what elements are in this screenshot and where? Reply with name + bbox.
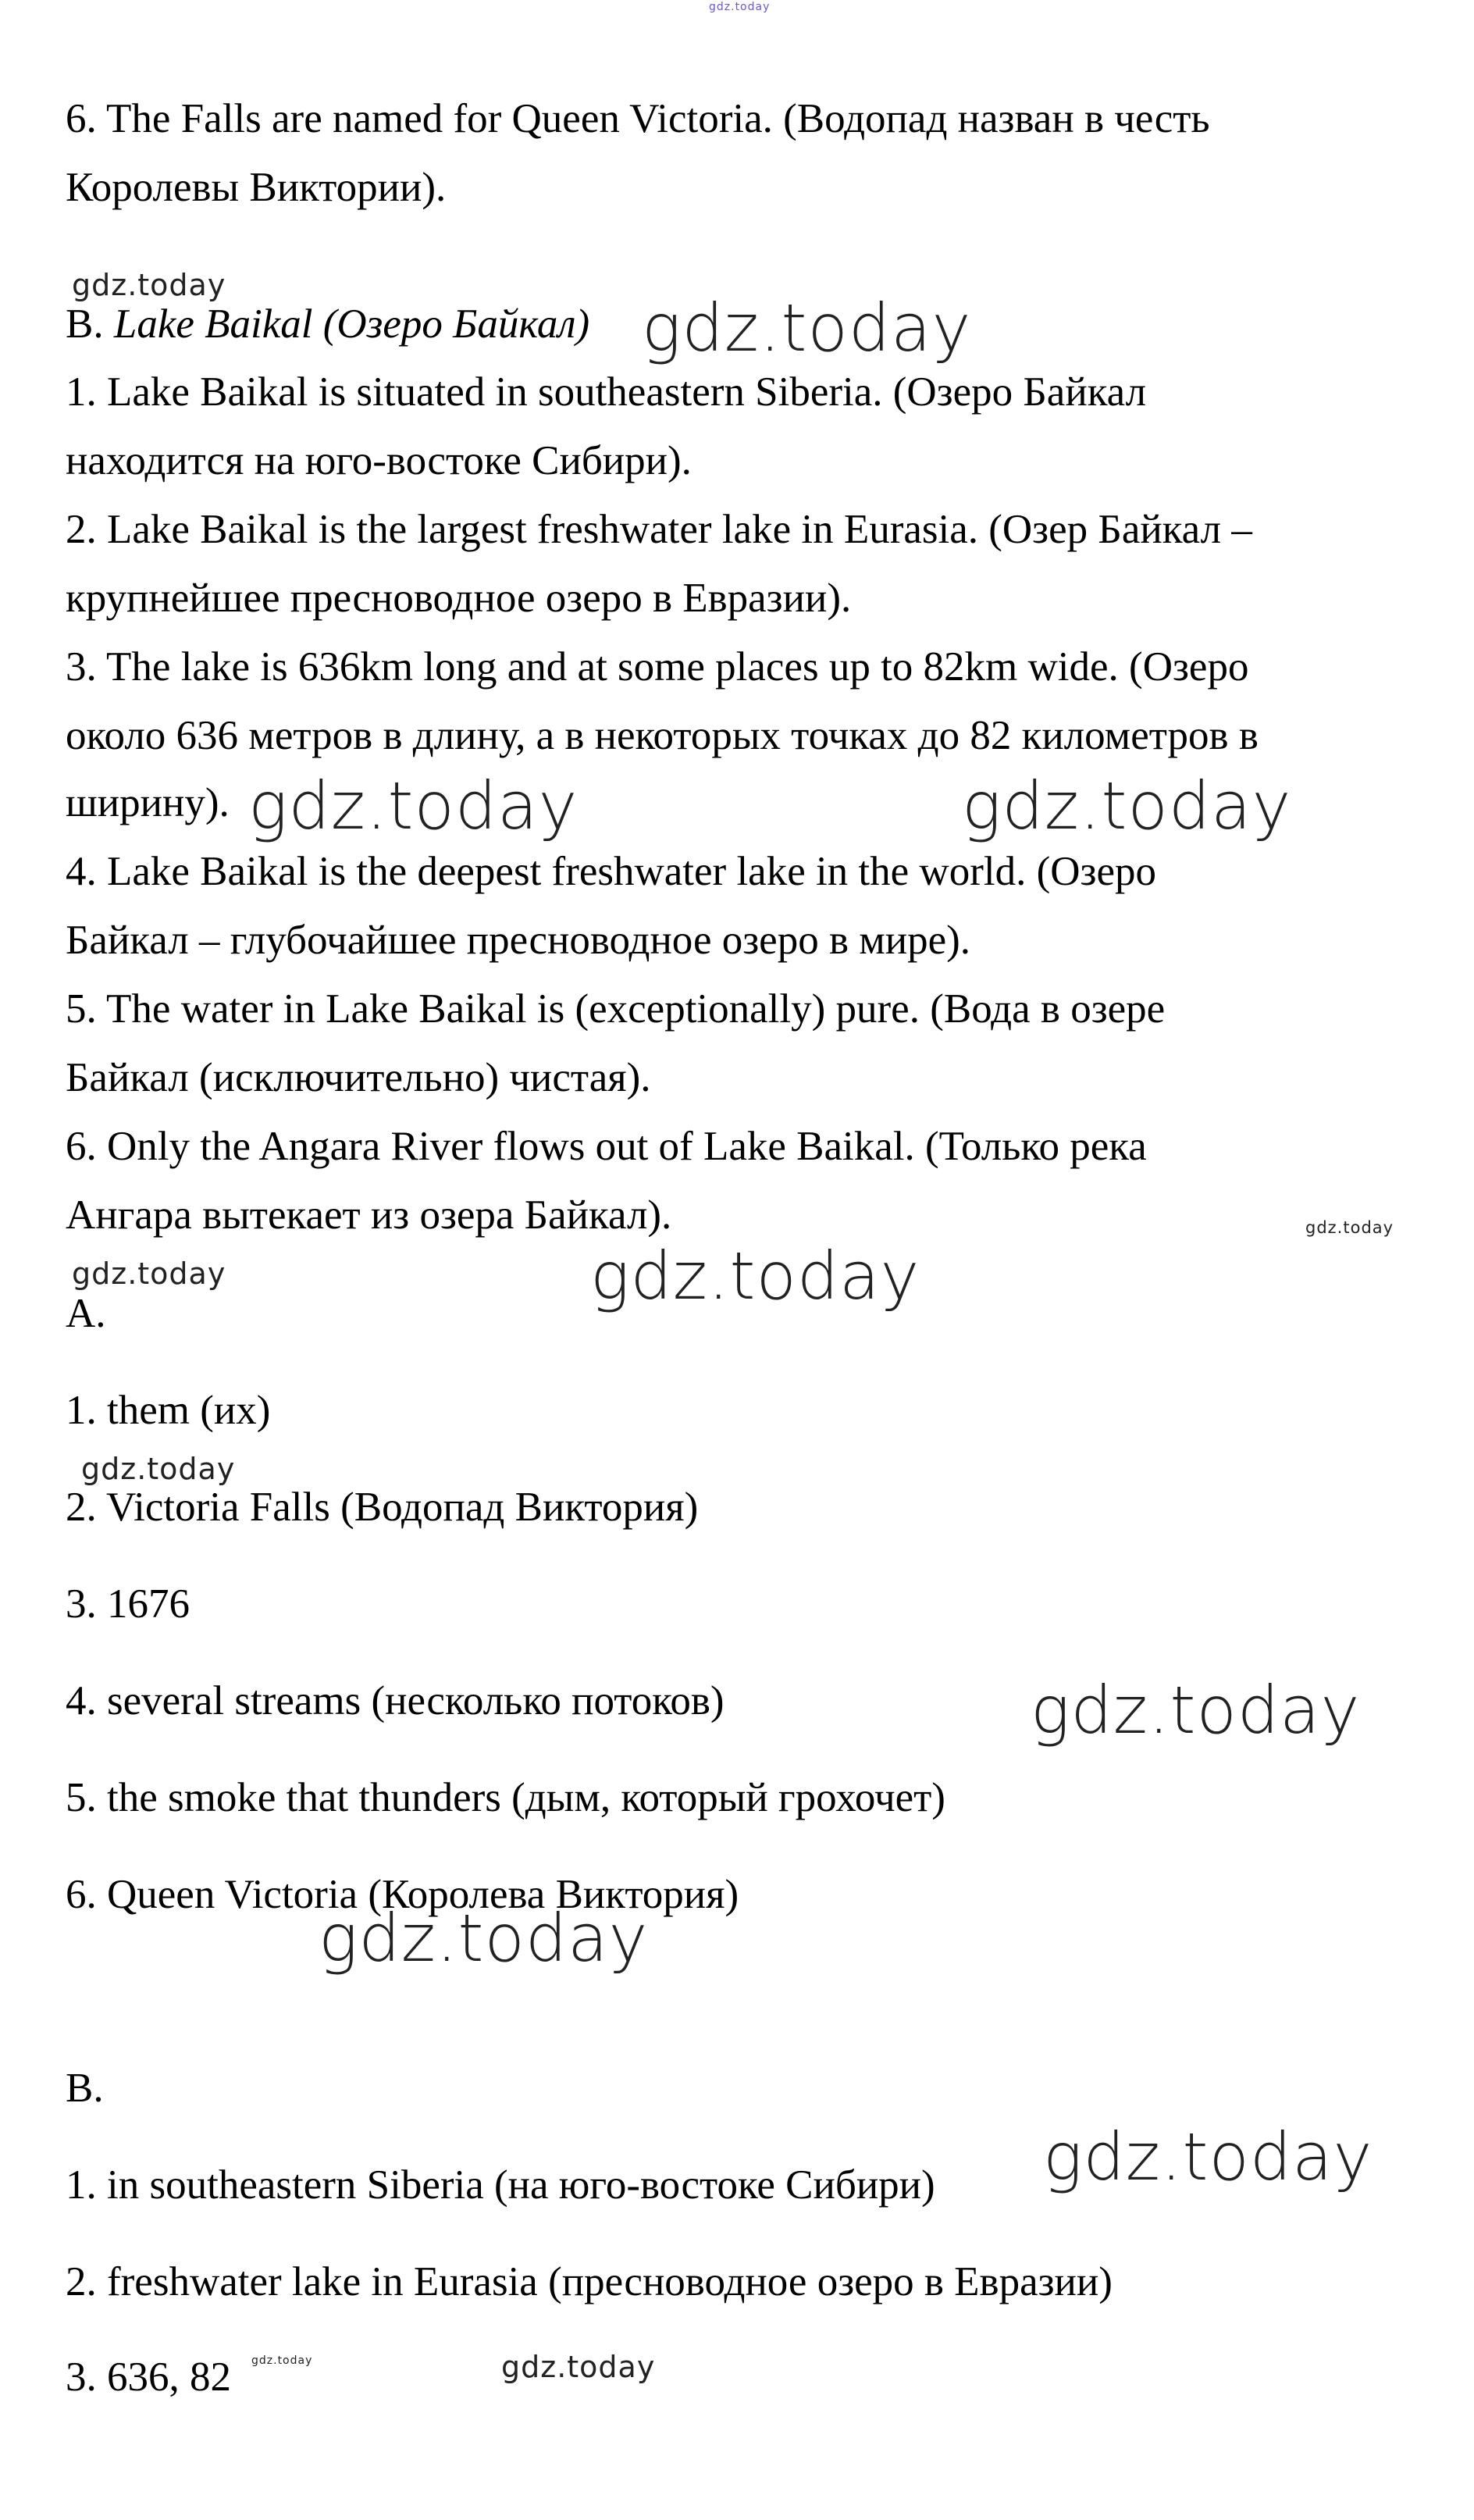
section-b-prefix: B. — [66, 301, 114, 347]
text-line: 2. Lake Baikal is the largest freshwater lake in Eurasia. (Озер Байкал – — [66, 507, 1252, 552]
text-line: Байкал – глубочайшее пресноводное озеро в мире). — [66, 918, 971, 963]
watermark: gdz.today — [319, 1900, 649, 1976]
text-line: Королевы Виктории). — [66, 165, 447, 210]
watermark: gdz.today — [81, 1452, 236, 1486]
section-b-title: Lake Baikal (Озеро Байкал) — [113, 301, 590, 347]
watermark: gdz.today — [251, 2354, 313, 2367]
watermark: gdz.today — [1305, 1218, 1394, 1237]
watermark: gdz.today — [248, 768, 579, 844]
answer-item: 2. Victoria Falls (Водопад Виктория) — [66, 1485, 699, 1530]
watermark: gdz.today — [501, 2350, 656, 2384]
text-line: 6. The Falls are named for Queen Victoria. (Водопад назван в честь — [66, 96, 1210, 141]
text-line: находится на юго-востоке Сибири). — [66, 438, 692, 483]
text-line: Ангара вытекает из озера Байкал). — [66, 1192, 672, 1238]
watermark-top: gdz.today — [709, 1, 771, 13]
section-b-heading — [66, 301, 589, 348]
answer-item: 4. several streams (несколько потоков) — [66, 1678, 725, 1723]
answer-item: 5. the smoke that thunders (дым, который грохочет) — [66, 1775, 945, 1820]
text-line: крупнейшее пресноводное озеро в Евразии). — [66, 576, 852, 621]
text-line: 1. Lake Baikal is situated in southeastern Siberia. (Озеро Байкал — [66, 369, 1147, 415]
watermark: gdz.today — [72, 268, 226, 302]
text-line: Байкал (исключительно) чистая). — [66, 1055, 651, 1100]
text-line: 6. Only the Angara River flows out of Lake Baikal. (Только река — [66, 1124, 1147, 1169]
text-line: около 636 метров в длину, а в некоторых точках до 82 километров в — [66, 713, 1259, 758]
answer-item: 3. 636, 82 — [66, 2354, 231, 2400]
text-line: 3. The lake is 636km long and at some places up to 82km wide. (Озеро — [66, 644, 1249, 690]
answer-item: 2. freshwater lake in Eurasia (пресноводное озеро в Евразии) — [66, 2259, 1113, 2304]
watermark: gdz.today — [962, 768, 1292, 844]
watermark: gdz.today — [1043, 2119, 1373, 2195]
answer-item: 1. in southeastern Siberia (на юго-востоке Сибири) — [66, 2162, 935, 2208]
answer-item: 3. 1676 — [66, 1581, 190, 1627]
watermark: gdz.today — [1031, 1672, 1361, 1748]
text-line: 4. Lake Baikal is the deepest freshwater lake in the world. (Озеро — [66, 849, 1156, 894]
answers-b-heading: B. — [66, 2066, 104, 2111]
watermark: gdz.today — [590, 1238, 920, 1314]
text-line: ширину). — [66, 780, 230, 825]
answer-item: 6. Queen Victoria (Королева Виктория) — [66, 1872, 739, 1917]
watermark: gdz.today — [642, 290, 972, 366]
answer-item: 1. them (их) — [66, 1388, 271, 1433]
watermark: gdz.today — [72, 1256, 226, 1291]
text-line: 5. The water in Lake Baikal is (exceptionally) pure. (Вода в озере — [66, 986, 1166, 1032]
answers-a-heading: A. — [66, 1291, 106, 1336]
